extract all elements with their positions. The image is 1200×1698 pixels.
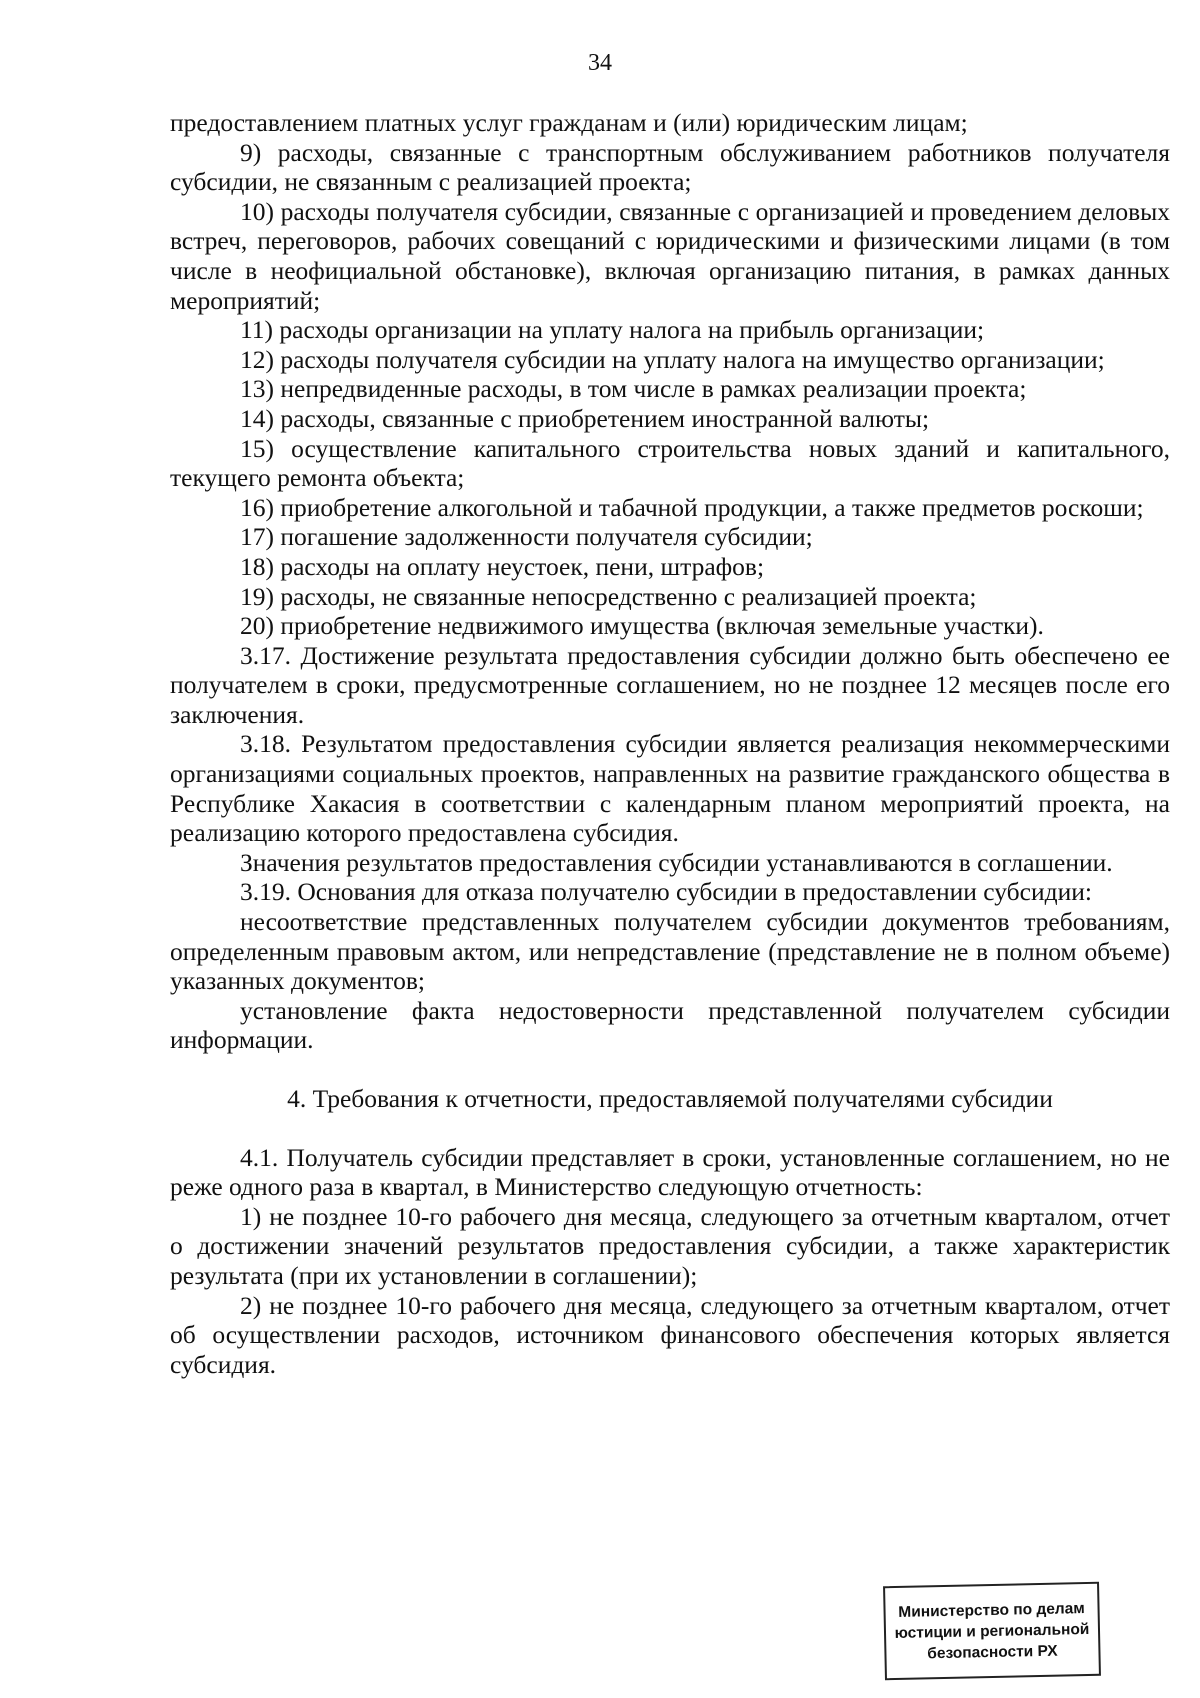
paragraph: Значения результатов предоставления субсидии устанавливаются в соглашении.: [240, 847, 1113, 877]
page-number: 34: [588, 50, 612, 76]
paragraph: 15) осуществление капитального строительства новых зданий и капитального, текущего ремонта объекта;: [170, 433, 1170, 493]
paragraph: 10) расходы получателя субсидии, связанные с организацией и проведением деловых встреч, переговоров, рабочих совещаний с юридическими и физическими лицами (в том числе в неофициальной обстановке), включая организацию питания, в рамках данных мероприятий;: [170, 196, 1170, 315]
paragraph: 3.17. Достижение результата предоставления субсидии должно быть обеспечено ее получателем в сроки, предусмотренные соглашением, но не позднее 12 месяцев после его заключения.: [170, 640, 1170, 729]
stamp-line: Министерство по делам: [898, 1599, 1085, 1621]
paragraph: 3.18. Результатом предоставления субсидии является реализация некоммерческими организациями социальных проектов, направленных на развитие гражданского общества в Республике Хакасия в соответствии с календарным планом мероприятий проекта, на реализацию которого предоставлена субсидия.: [170, 729, 1170, 848]
paragraph: 18) расходы на оплату неустоек, пени, штрафов;: [240, 551, 765, 581]
paragraph: 1) не позднее 10-го рабочего дня месяца, следующего за отчетным кварталом, отчет о достижении значений результатов предоставления субсидии, а также характеристик результата (при их установлении в соглашении);: [170, 1201, 1170, 1290]
stamp-line: юстиции и региональной: [894, 1620, 1090, 1642]
paragraph: 14) расходы, связанные с приобретением иностранной валюты;: [240, 403, 930, 433]
paragraph: 4.1. Получатель субсидии представляет в сроки, установленные соглашением, но не реже одного раза в квартал, в Министерство следующую отчетность:: [170, 1142, 1170, 1202]
paragraph: 12) расходы получателя субсидии на уплату налога на имущество организации;: [240, 344, 1105, 374]
paragraph: 16) приобретение алкогольной и табачной продукции, а также предметов роскоши;: [240, 492, 1144, 522]
paragraph: установление факта недостоверности представленной получателем субсидии информации.: [170, 995, 1170, 1055]
paragraph: 17) погашение задолженности получателя субсидии;: [240, 522, 813, 552]
paragraph: 2) не позднее 10-го рабочего дня месяца, следующего за отчетным кварталом, отчет об осуществлении расходов, источником финансового обеспечения которых является субсидия.: [170, 1290, 1170, 1379]
ministry-stamp: [883, 1582, 1101, 1681]
paragraph: предоставлением платных услуг гражданам и (или) юридическим лицам;: [170, 108, 968, 137]
paragraph: 19) расходы, не связанные непосредственно с реализацией проекта;: [240, 581, 977, 611]
paragraph: 20) приобретение недвижимого имущества (включая земельные участки).: [240, 611, 1044, 641]
paragraph: 3.19. Основания для отказа получателю субсидии в предоставлении субсидии:: [240, 877, 1092, 907]
paragraph: 9) расходы, связанные с транспортным обслуживанием работников получателя субсидии, не связанным с реализацией проекта;: [170, 137, 1170, 197]
paragraph: несоответствие представленных получателем субсидии документов требованиям, определенным правовым актом, или непредставление (представление не в полном объеме) указанных документов;: [170, 907, 1170, 996]
document-body: [170, 108, 1170, 1379]
section-heading: 4. Требования к отчетности, предоставляемой получателями субсидии: [287, 1084, 1053, 1113]
paragraph: 13) непредвиденные расходы, в том числе в рамках реализации проекта;: [240, 374, 1027, 404]
paragraph: 11) расходы организации на уплату налога на прибыль организации;: [240, 315, 985, 345]
stamp-line: безопасности РХ: [927, 1642, 1058, 1662]
